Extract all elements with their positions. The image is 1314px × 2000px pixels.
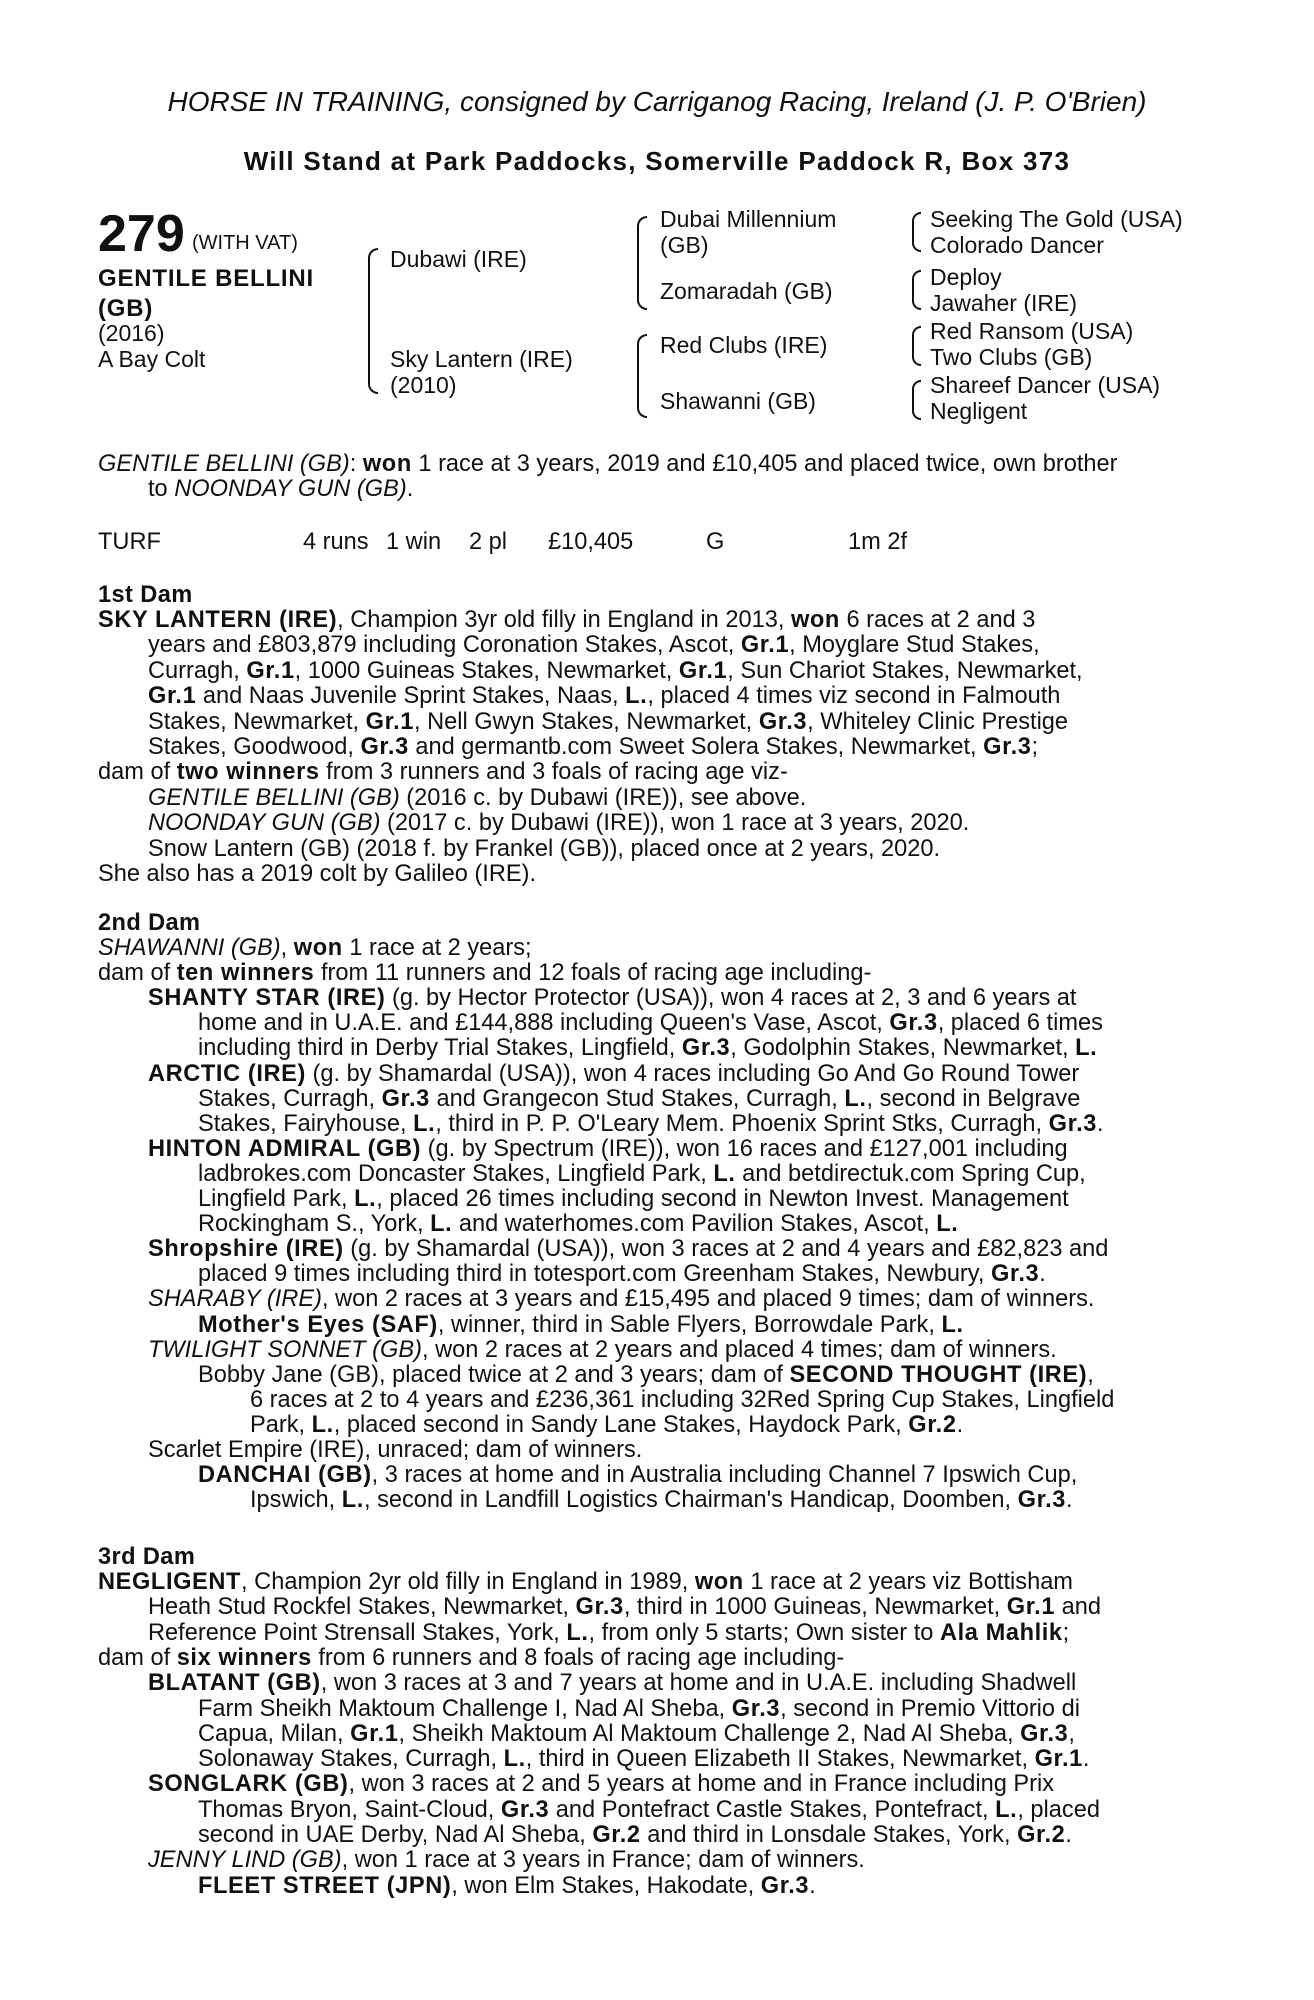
second-dam-line: Stakes, Fairyhouse, L., third in P. P. O'Leary Mem. Phoenix Sprint Stks, Curragh, Gr.3.	[198, 1110, 1104, 1137]
first-dam-line: SKY LANTERN (IRE), Champion 3yr old filly in England in 2013, won 6 races at 2 and 3	[98, 607, 1036, 633]
second-dam-line: SHARABY (IRE), won 2 races at 3 years and £15,495 and placed 9 times; dam of winners.	[148, 1286, 1095, 1313]
first-dam-line: NOONDAY GUN (GB) (2017 c. by Dubawi (IRE)), won 1 race at 3 years, 2020.	[148, 810, 970, 837]
second-dam-line: SHAWANNI (GB), won 1 race at 2 years;	[98, 935, 532, 961]
third-dam-line: Farm Sheikh Maktoum Challenge I, Nad Al Sheba, Gr.3, second in Premio Vittorio di	[198, 1695, 1080, 1722]
second-dam-line: SHANTY STAR (IRE) (g. by Hector Protector (USA)), won 4 races at 2, 3 and 6 years at	[148, 985, 1077, 1012]
third-dam-title: 3rd Dam	[98, 1544, 196, 1570]
second-dam-line: 6 races at 2 to 4 years and £236,361 including 32Red Spring Cup Stakes, Lingfield	[250, 1386, 1115, 1413]
ancestor-3: Deploy	[930, 264, 1002, 290]
first-dam-line: Gr.1 and Naas Juvenile Sprint Stakes, Naas, L., placed 4 times viz second in Falmouth	[148, 683, 1061, 710]
dam-year: (2010)	[390, 372, 457, 398]
foaling-year: (2016)	[98, 320, 165, 346]
third-dam-line: second in UAE Derby, Nad Al Sheba, Gr.2 and third in Lonsdale Stakes, York, Gr.2.	[198, 1822, 1072, 1848]
sire-dam-name: Zomaradah (GB)	[660, 278, 833, 304]
second-dam-line: Bobby Jane (GB), placed twice at 2 and 3 years; dam of SECOND THOUGHT (IRE),	[198, 1361, 1094, 1388]
second-dam-line: dam of ten winners from 11 runners and 12 foals of racing age including-	[98, 960, 872, 987]
record-earnings: £10,405	[548, 529, 634, 555]
ancestor-2: Colorado Dancer	[930, 232, 1104, 258]
first-dam-line: Stakes, Newmarket, Gr.1, Nell Gwyn Stakes, Newmarket, Gr.3, Whiteley Clinic Prestige	[148, 708, 1069, 735]
second-dam-line: Mother's Eyes (SAF), winner, third in Sable Flyers, Borrowdale Park, L.	[198, 1311, 964, 1338]
ancestor-8: Negligent	[930, 398, 1028, 424]
first-dam-line: Stakes, Goodwood, Gr.3 and germantb.com Sweet Solera Stakes, Newmarket, Gr.3;	[148, 734, 1039, 760]
dam-dam-name: Shawanni (GB)	[660, 388, 816, 414]
ancestor-4: Jawaher (IRE)	[930, 290, 1077, 316]
first-dam-line: GENTILE BELLINI (GB) (2016 c. by Dubawi (IRE)), see above.	[148, 784, 807, 811]
third-dam-line: NEGLIGENT, Champion 2yr old filly in England in 1989, won 1 race at 2 years viz Bottisham	[98, 1569, 1073, 1595]
location-line: Will Stand at Park Paddocks, Somerville Paddock R, Box 373	[243, 146, 1071, 176]
g4-brace-2	[912, 270, 921, 310]
second-dam-line: Park, L., placed second in Sandy Lane Stakes, Haydock Park, Gr.2.	[250, 1411, 964, 1438]
summary-line-2: to NOONDAY GUN (GB).	[148, 476, 414, 502]
ancestor-1: Seeking The Gold (USA)	[930, 206, 1183, 232]
dam-sire-name: Red Clubs (IRE)	[660, 332, 828, 358]
ancestor-7: Shareef Dancer (USA)	[930, 372, 1161, 398]
second-dam-line: HINTON ADMIRAL (GB) (g. by Spectrum (IRE)), won 16 races and £127,001 including	[148, 1135, 1068, 1162]
horse-name-line1: GENTILE BELLINI	[98, 265, 314, 292]
second-dam-line: Lingfield Park, L., placed 26 times including second in Newton Invest. Management	[198, 1186, 1069, 1212]
third-dam-line: dam of six winners from 6 runners and 8 foals of racing age including-	[98, 1644, 845, 1671]
first-dam-line: Snow Lantern (GB) (2018 f. by Frankel (GB)), placed once at 2 years, 2020.	[148, 835, 941, 862]
vat-note: (WITH VAT)	[192, 232, 298, 254]
second-dam-line: Rockingham S., York, L. and waterhomes.com Pavilion Stakes, Ascot, L.	[198, 1211, 959, 1238]
sire-brace	[637, 216, 647, 310]
second-dam-title: 2nd Dam	[98, 910, 201, 936]
ancestor-6: Two Clubs (GB)	[930, 344, 1093, 370]
record-distance: 1m 2f	[848, 529, 908, 555]
g4-brace-1	[912, 212, 921, 252]
second-dam-line: placed 9 times including third in totesport.com Greenham Stakes, Newbury, Gr.3.	[198, 1261, 1046, 1288]
second-dam-line: TWILIGHT SONNET (GB), won 2 races at 2 years and placed 4 times; dam of winners.	[148, 1336, 1057, 1363]
first-dam-line: She also has a 2019 colt by Galileo (IRE).	[98, 861, 537, 887]
g4-brace-4	[912, 380, 921, 420]
sire-sire-country: (GB)	[660, 232, 709, 258]
sire-sire-name: Dubai Millennium	[660, 206, 837, 232]
third-dam-line: Reference Point Strensall Stakes, York, L., from only 5 starts; Own sister to Ala Mahlik;	[148, 1619, 1070, 1646]
third-dam-line: BLATANT (GB), won 3 races at 3 and 7 years at home and in U.A.E. including Shadwell	[148, 1670, 1077, 1697]
third-dam-line: Capua, Milan, Gr.1, Sheikh Maktoum Al Maktoum Challenge 2, Nad Al Sheba, Gr.3,	[198, 1720, 1075, 1747]
first-dam-title: 1st Dam	[98, 582, 193, 608]
third-dam-line: SONGLARK (GB), won 3 races at 2 and 5 years at home and in France including Prix	[148, 1771, 1055, 1798]
first-dam-line: dam of two winners from 3 runners and 3 foals of racing age viz-	[98, 759, 788, 786]
third-dam-line: FLEET STREET (JPN), won Elm Stakes, Hakodate, Gr.3.	[198, 1872, 816, 1899]
third-dam-line: Heath Stud Rockfel Stakes, Newmarket, Gr.3, third in 1000 Guineas, Newmarket, Gr.1 and	[148, 1594, 1101, 1621]
own-brother-name: NOONDAY GUN (GB)	[174, 476, 407, 502]
sire-dam-brace	[368, 248, 378, 394]
dam-brace	[637, 334, 647, 418]
second-dam-line: Shropshire (IRE) (g. by Shamardal (USA)), won 3 races at 2 and 4 years and £82,823 and	[148, 1236, 1109, 1263]
third-dam-line: Solonaway Stakes, Curragh, L., third in Queen Elizabeth II Stakes, Newmarket, Gr.1.	[198, 1746, 1090, 1773]
record-going: G	[706, 529, 725, 555]
record-runs: 4 runs	[303, 529, 369, 555]
second-dam-line: Stakes, Curragh, Gr.3 and Grangecon Stud Stakes, Curragh, L., second in Belgrave	[198, 1085, 1081, 1112]
first-dam-line: years and £803,879 including Coronation Stakes, Ascot, Gr.1, Moyglare Stud Stakes,	[148, 632, 1040, 659]
horse-description: A Bay Colt	[98, 346, 206, 372]
second-dam-line: home and in U.A.E. and £144,888 including Queen's Vase, Ascot, Gr.3, placed 6 times	[198, 1010, 1103, 1037]
summary-line-1: GENTILE BELLINI (GB): won 1 race at 3 years, 2019 and £10,405 and placed twice, own brother	[98, 451, 1118, 477]
horse-name-line2: (GB)	[98, 295, 154, 322]
third-dam-line: Thomas Bryon, Saint-Cloud, Gr.3 and Pontefract Castle Stakes, Pontefract, L., placed	[198, 1796, 1100, 1823]
won-label: won	[362, 451, 412, 477]
first-dam-line: Curragh, Gr.1, 1000 Guineas Stakes, Newmarket, Gr.1, Sun Chariot Stakes, Newmarket,	[148, 657, 1083, 684]
second-dam-line: ladbrokes.com Doncaster Stakes, Lingfield Park, L. and betdirectuk.com Spring Cup,	[198, 1160, 1086, 1187]
second-dam-line: DANCHAI (GB), 3 races at home and in Australia including Channel 7 Ipswich Cup,	[198, 1462, 1078, 1489]
ancestor-5: Red Ransom (USA)	[930, 318, 1134, 344]
catalogue-heading: HORSE IN TRAINING, consigned by Carriganog Racing, Ireland (J. P. O'Brien)	[167, 86, 1147, 117]
second-dam-line: Ipswich, L., second in Landfill Logistics Chairman's Handicap, Doomben, Gr.3.	[250, 1487, 1073, 1514]
record-wins: 1 win	[386, 529, 442, 555]
record-placed: 2 pl	[469, 529, 508, 555]
dam-name: Sky Lantern (IRE)	[390, 346, 573, 372]
summary-horse-name: GENTILE BELLINI (GB)	[98, 451, 350, 477]
sire-name: Dubawi (IRE)	[390, 246, 527, 272]
record-surface: TURF	[98, 529, 161, 555]
lot-number: 279	[98, 205, 185, 263]
horse-name	[98, 264, 314, 324]
second-dam-line: including third in Derby Trial Stakes, Lingfield, Gr.3, Godolphin Stakes, Newmarket, L.	[198, 1035, 1098, 1062]
second-dam-line: ARCTIC (IRE) (g. by Shamardal (USA)), won 4 races including Go And Go Round Tower	[148, 1060, 1080, 1087]
second-dam-line: Scarlet Empire (IRE), unraced; dam of winners.	[148, 1437, 643, 1463]
third-dam-line: JENNY LIND (GB), won 1 race at 3 years in France; dam of winners.	[148, 1847, 865, 1874]
g4-brace-3	[912, 326, 921, 366]
